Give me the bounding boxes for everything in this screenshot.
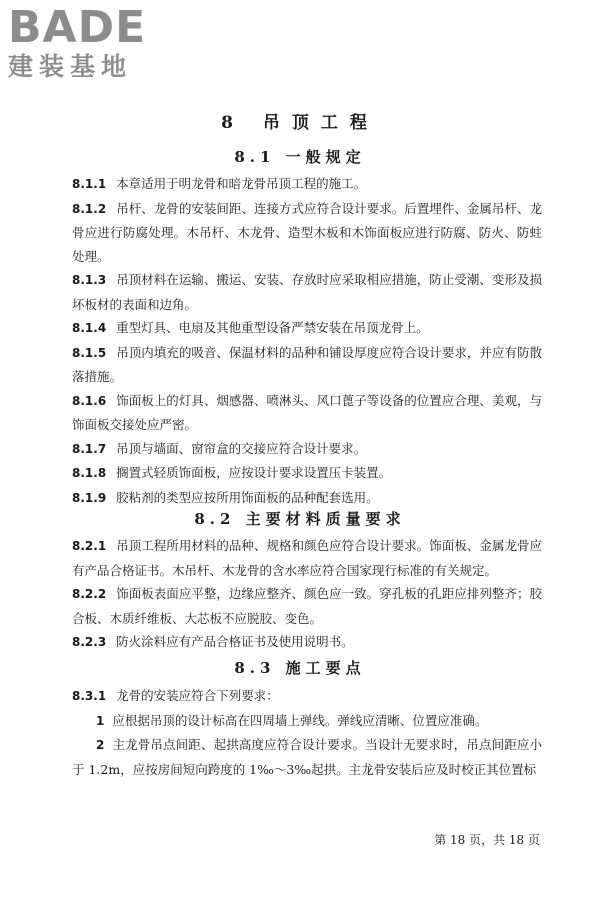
section-title-8-2: 8.2 主要材料质量要求 bbox=[194, 510, 406, 528]
section-title-8-3: 8.3 施工要点 bbox=[234, 659, 366, 677]
page-footer: 第 18 页，共 18 页 bbox=[434, 833, 540, 847]
clause-8-3-1: 8.3.1 龙骨的安装应符合下列要求： bbox=[72, 688, 279, 703]
chapter-title: 8 吊顶工程 bbox=[221, 113, 379, 133]
clause-8-2-2: 8.2.2 饰面板表面应平整，边缘应整齐、颜色应一致。穿孔板的孔距应排列整齐；胶合板、木质纤维板、大芯板不应脱胶、变色。 bbox=[72, 586, 542, 626]
clause-8-1-5: 8.1.5 吊顶内填充的吸音、保温材料的品种和铺设厚度应符合设计要求，并应有防散落措施。 bbox=[72, 344, 542, 384]
bade-logo bbox=[8, 2, 183, 82]
clause-8-2-1: 8.2.1 吊顶工程所用材料的品种、规格和颜色应符合设计要求。饰面板、金属龙骨应有产品合格证书。木吊杆、木龙骨的含水率应符合国家现行标准的有关规定。 bbox=[72, 538, 542, 578]
clause-8-1-8: 8.1.8 搁置式轻质饰面板，应按设计要求设置压卡装置。 bbox=[72, 465, 392, 480]
clause-8-1-6: 8.1.6 饰面板上的灯具、烟感器、喷淋头、风口蓖子等设备的位置应合理、美观，与饰面板交接处应严密。 bbox=[72, 392, 542, 432]
clause-8-2-3: 8.2.3 防火涂料应有产品合格证书及使用说明书。 bbox=[72, 634, 354, 649]
section-body-8-2 bbox=[72, 534, 542, 655]
clause-8-1-7: 8.1.7 吊顶与墙面、窗帘盒的交接应符合设计要求。 bbox=[72, 440, 367, 456]
logo-wordmark: BADE bbox=[8, 2, 147, 53]
clause-8-1-4: 8.1.4 重型灯具、电扇及其他重型设备严禁安装在吊顶龙骨上。 bbox=[72, 320, 429, 335]
subitem-2: 2 主龙骨吊点间距、起拱高度应符合设计要求。当设计无要求时，吊点间距应小于 1.2m，应按房间短向跨度的 1‰～3‰起拱。主龙骨安装后应及时校正其位置标 bbox=[72, 737, 542, 777]
logo-subtitle: 建装基地 bbox=[8, 52, 133, 81]
clause-8-1-3: 8.1.3 吊顶材料在运输、搬运、安装、存放时应采取相应措施，防止受潮、变形及损坏板材的表面和边角。 bbox=[72, 272, 542, 312]
clause-8-1-1: 8.1.1 本章适用于明龙骨和暗龙骨吊顶工程的施工。 bbox=[72, 176, 367, 191]
section-body-8-3 bbox=[72, 684, 542, 781]
clause-8-1-2: 8.1.2 吊杆、龙骨的安装间距、连接方式应符合设计要求。后置埋件、金属吊杆、龙骨应进行防腐处理。木吊杆、木龙骨、造型木板和木饰面板应进行防腐、防火、防蛀处理。 bbox=[72, 200, 542, 264]
clause-8-1-9: 8.1.9 胶粘剂的类型应按所用饰面板的品种配套选用。 bbox=[72, 489, 379, 505]
section-title-8-1: 8.1 一般规定 bbox=[234, 148, 366, 166]
section-body-8-1 bbox=[72, 172, 542, 510]
subitem-1: 1 应根据吊顶的设计标高在四周墙上弹线。弹线应清晰、位置应准确。 bbox=[96, 712, 488, 728]
